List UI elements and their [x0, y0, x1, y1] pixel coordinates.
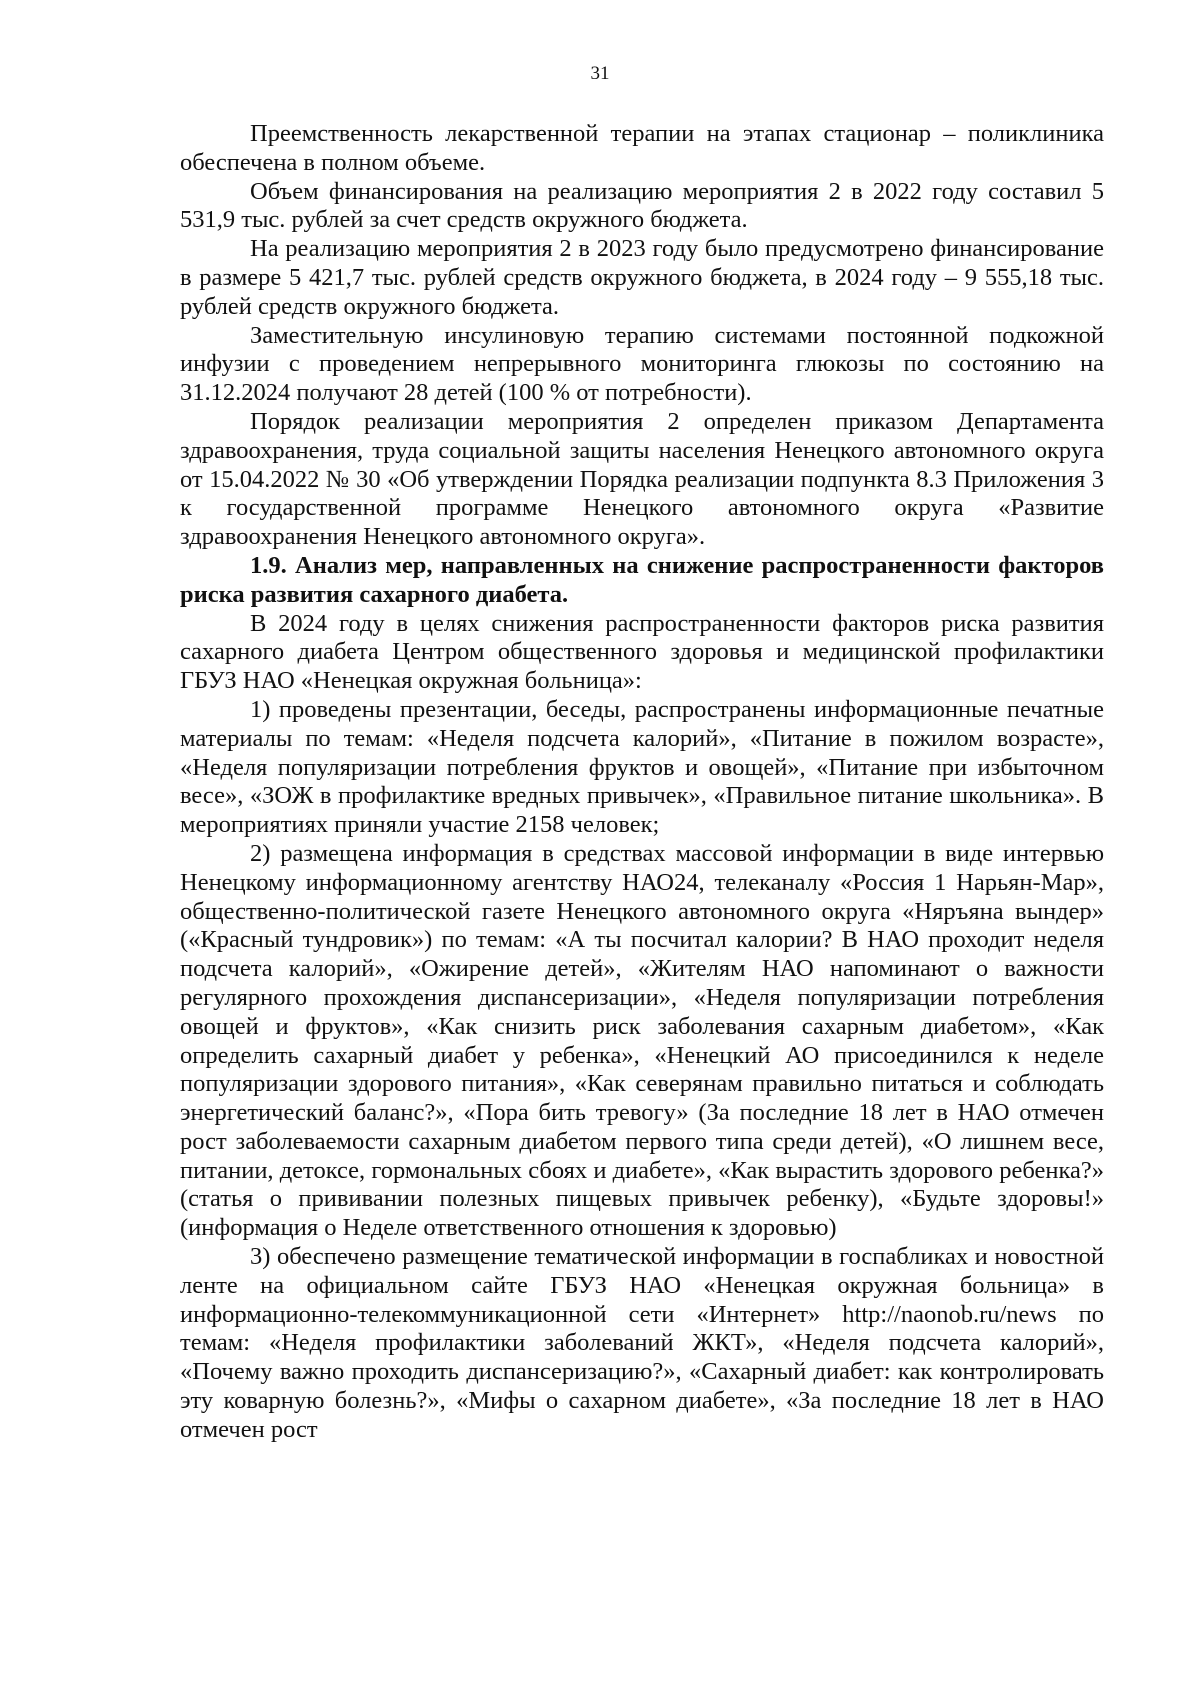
list-item-1-presentations: 1) проведены презентации, беседы, распространены информационные печатные материалы по темам: «Неделя подсчета калорий», «Питание в пожилом возрасте», «Неделя популяризации потребления фруктов и овощей», «Питание при избыточном весе», «ЗОЖ в профилактике вредных привычек», «Правильное питание школьника». В мероприятиях приняли участие 2158 человек;	[180, 695, 1104, 839]
paragraph-continuity-of-therapy: Преемственность лекарственной терапии на этапах стационар – поликлиника обеспечена в полном объеме.	[180, 120, 1104, 176]
list-item-3-website: 3) обеспечено размещение тематической информации в госпабликах и новостной ленте на официальном сайте ГБУЗ НАО «Ненецкая окружная больница» в информационно-телекоммуникационной сети «Интернет» http://naonob.ru/news по темам: «Неделя профилактики заболеваний ЖКТ», «Неделя подсчета калорий», «Почему важно проходить диспансеризацию?», «Сахарный диабет: как контролировать эту коварную болезнь?», «Мифы о сахарном диабете», «За последние 18 лет в НАО отмечен рост	[180, 1243, 1104, 1443]
paragraph-insulin-therapy: Заместительную инсулиновую терапию системами постоянной подкожной инфузии с проведением непрерывного мониторинга глюкозы по состоянию на 31.12.2024 получают 28 детей (100 % от потребности).	[180, 321, 1104, 407]
paragraph-implementation-order: Порядок реализации мероприятия 2 определен приказом Департамента здравоохранения, труда социальной защиты населения Ненецкого автономного округа от 15.04.2022 № 30 «Об утверждении Порядка реализации подпункта 8.3 Приложения 3 к государственной программе Ненецкого автономного округа «Развитие здравоохранения Ненецкого автономного округа».	[180, 407, 1104, 551]
document-body	[180, 120, 1104, 1445]
paragraph-prevention-intro: В 2024 году в целях снижения распространенности факторов риска развития сахарного диабета Центром общественного здоровья и медицинской профилактики ГБУЗ НАО «Ненецкая окружная больница»:	[180, 609, 1104, 695]
page-number: 31	[590, 63, 610, 84]
list-item-2-mass-media: 2) размещена информация в средствах массовой информации в виде интервью Ненецкому информационному агентству НАО24, телеканалу «Россия 1 Нарьян-Мар», общественно-политической газете Ненецкого автономного округа «Няръяна вындер» («Красный тундровик») по темам: «А ты посчитал калории? В НАО проходит неделя подсчета калорий», «Ожирение детей», «Жителям НАО напоминают о важности регулярного прохождения диспансеризации», «Неделя популяризации потребления овощей и фруктов», «Как снизить риск заболевания сахарным диабетом», «Как определить сахарный диабет у ребенка», «Ненецкий АО присоединился к неделе популяризации здорового питания», «Как северянам правильно питаться и соблюдать энергетический баланс?», «Пора бить тревогу» (За последние 18 лет в НАО отмечен рост заболеваемости сахарным диабетом первого типа среди детей), «О лишнем весе, питании, детоксе, гормональных сбоях и диабете», «Как вырастить здорового ребенка?» (статья о прививании полезных пищевых привычек ребенку), «Будьте здоровы!» (информация о Неделе ответственного отношения к здоровью)	[180, 839, 1104, 1242]
paragraph-funding-2022: Объем финансирования на реализацию мероприятия 2 в 2022 году составил 5 531,9 тыс. рублей за счет средств окружного бюджета.	[180, 177, 1104, 234]
paragraph-funding-2023-2024: На реализацию мероприятия 2 в 2023 году было предусмотрено финансирование в размере 5 421,7 тыс. рублей средств окружного бюджета, в 2024 году – 9 555,18 тыс. рублей средств окружного бюджета.	[180, 235, 1104, 320]
section-heading-1-9: 1.9. Анализ мер, направленных на снижение распространенности факторов риска развития сахарного диабета.	[180, 551, 1104, 608]
